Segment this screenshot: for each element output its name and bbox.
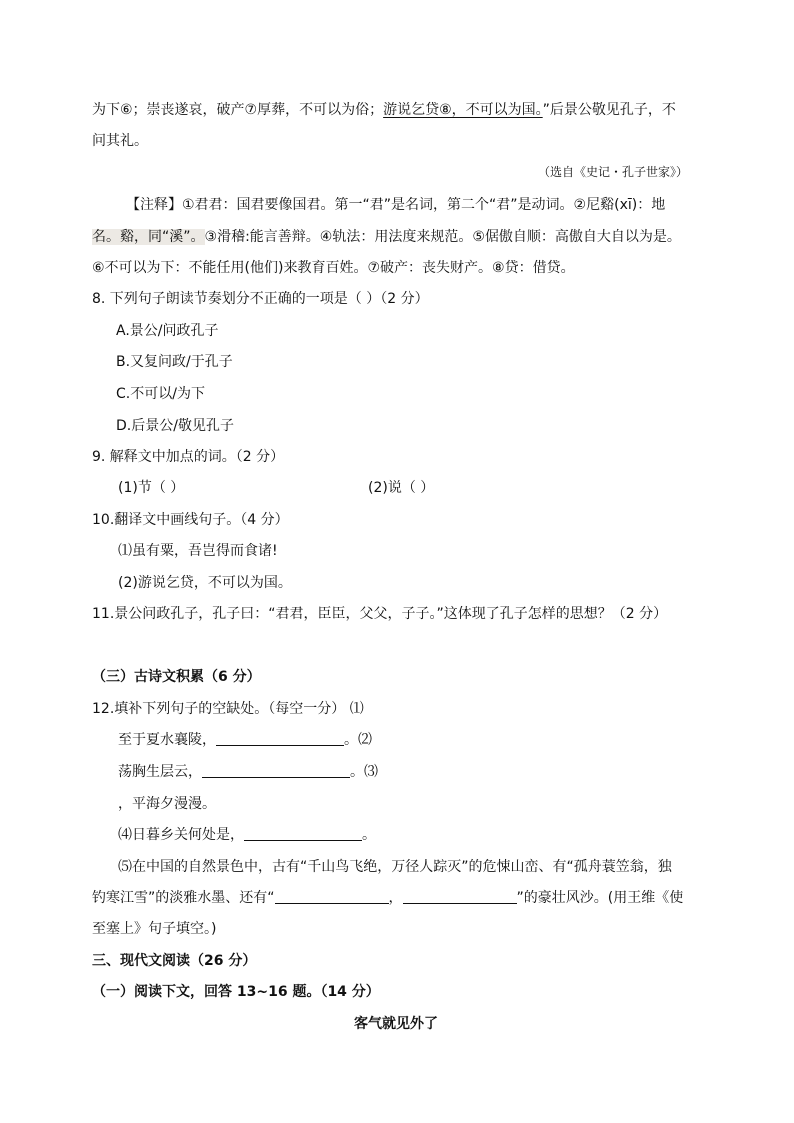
fill-blank[interactable] [216,731,344,746]
passage-source: （选自《史记・孔子世家》） [538,165,689,179]
question-10-item-1: ⑴虽有粟，吾岂得而食诸! [118,543,278,559]
question-11-stem: 11.景公问政孔子，孔子曰：“君君，臣臣，父父，子子。”这体现了孔子怎样的思想？（2 分） [92,606,668,622]
question-12-text: 至于夏水襄陵， [118,732,216,748]
question-12-line-2 [118,762,378,782]
highlighted-note: 名。谿，同“溪”。 [92,229,205,245]
question-12-text: 荡胸生层云， [118,764,202,780]
question-8-option-b: B.又复问政/于孔子 [116,354,233,370]
fill-blank[interactable] [244,826,362,841]
question-12-text: 。 [362,827,376,843]
fill-blank[interactable] [202,763,350,778]
question-12-text: 。⑵ [344,732,372,748]
section-heading-poetry: （三）古诗文积累（6 分） [92,669,261,685]
question-12-line-6 [92,888,683,908]
notes-line-2 [92,227,681,247]
question-9-item-1: (1)节（ ） [118,480,185,496]
question-12-line-4 [118,825,376,845]
question-12-text: ⑷日暮乡关何处是， [118,827,244,843]
fill-blank[interactable] [275,889,389,904]
question-8-option-c: C.不可以/为下 [116,386,205,402]
subsection-heading-reading-1: （一）阅读下文，回答 13~16 题。（14 分） [92,984,380,1000]
question-9-item-2: (2)说（ ） [368,480,435,496]
notes-line-1: 【注释】①君君：国君要像国君。第一“君”是名词，第二个“君”是动词。②尼谿(xī)：地 [126,197,666,213]
question-8-option-d: D.后景公/敬见孔子 [116,418,234,434]
question-9-stem: 9. 解释文中加点的词。（2 分） [92,449,285,465]
question-12-stem: 12.填补下列句子的空缺处。（每空一分） ⑴ [92,701,364,717]
question-10-item-2: (2)游说乞贷，不可以为国。 [118,575,292,591]
question-12-line-7: 至塞上》句子填空。) [92,921,217,937]
passage-line-1 [92,100,676,120]
underlined-sentence: 游说乞贷⑧，不可以为国。 [383,102,543,118]
question-12-line-1 [118,730,372,750]
notes-text: ③滑稽:能言善辩。④轨法：用法度来规范。⑤倨傲自顺：高傲自大自以为是。 [204,229,681,245]
question-8-stem: 8. 下列句子朗读节奏划分不正确的一项是（ ）（2 分） [92,291,429,307]
question-8-option-a: A.景公/问政孔子 [116,323,219,339]
passage-line-2: 问其礼。 [92,133,148,149]
article-title: 客气就见外了 [354,1016,438,1032]
question-12-line-3: ，平海夕漫漫。 [118,796,216,812]
question-12-text: 钓寒江雪”的淡雅水墨、还有“ [92,890,275,906]
notes-line-3: ⑥不可以为下：不能任用(他们)来教育百姓。⑦破产：丧失财产。⑧贷：借贷。 [92,260,575,276]
question-10-stem: 10.翻译文中画线句子。（4 分） [92,512,289,528]
passage-text: ”后景公敬见孔子，不 [542,102,676,118]
question-12-text: ， [388,890,403,906]
passage-text: 为下⑥；崇丧遂哀，破产⑦厚葬，不可以为俗； [92,102,384,118]
question-12-text: ”的豪壮风沙。(用王维《使 [516,890,684,906]
part-heading-modern-reading: 三、现代文阅读（26 分） [92,953,257,969]
fill-blank[interactable] [403,889,517,904]
question-12-line-5: ⑸在中国的自然景色中，古有“千山鸟飞绝，万径人踪灭”的危悚山峦、有“孤舟蓑笠翁，独 [118,859,672,875]
question-12-text: 。⑶ [350,764,378,780]
